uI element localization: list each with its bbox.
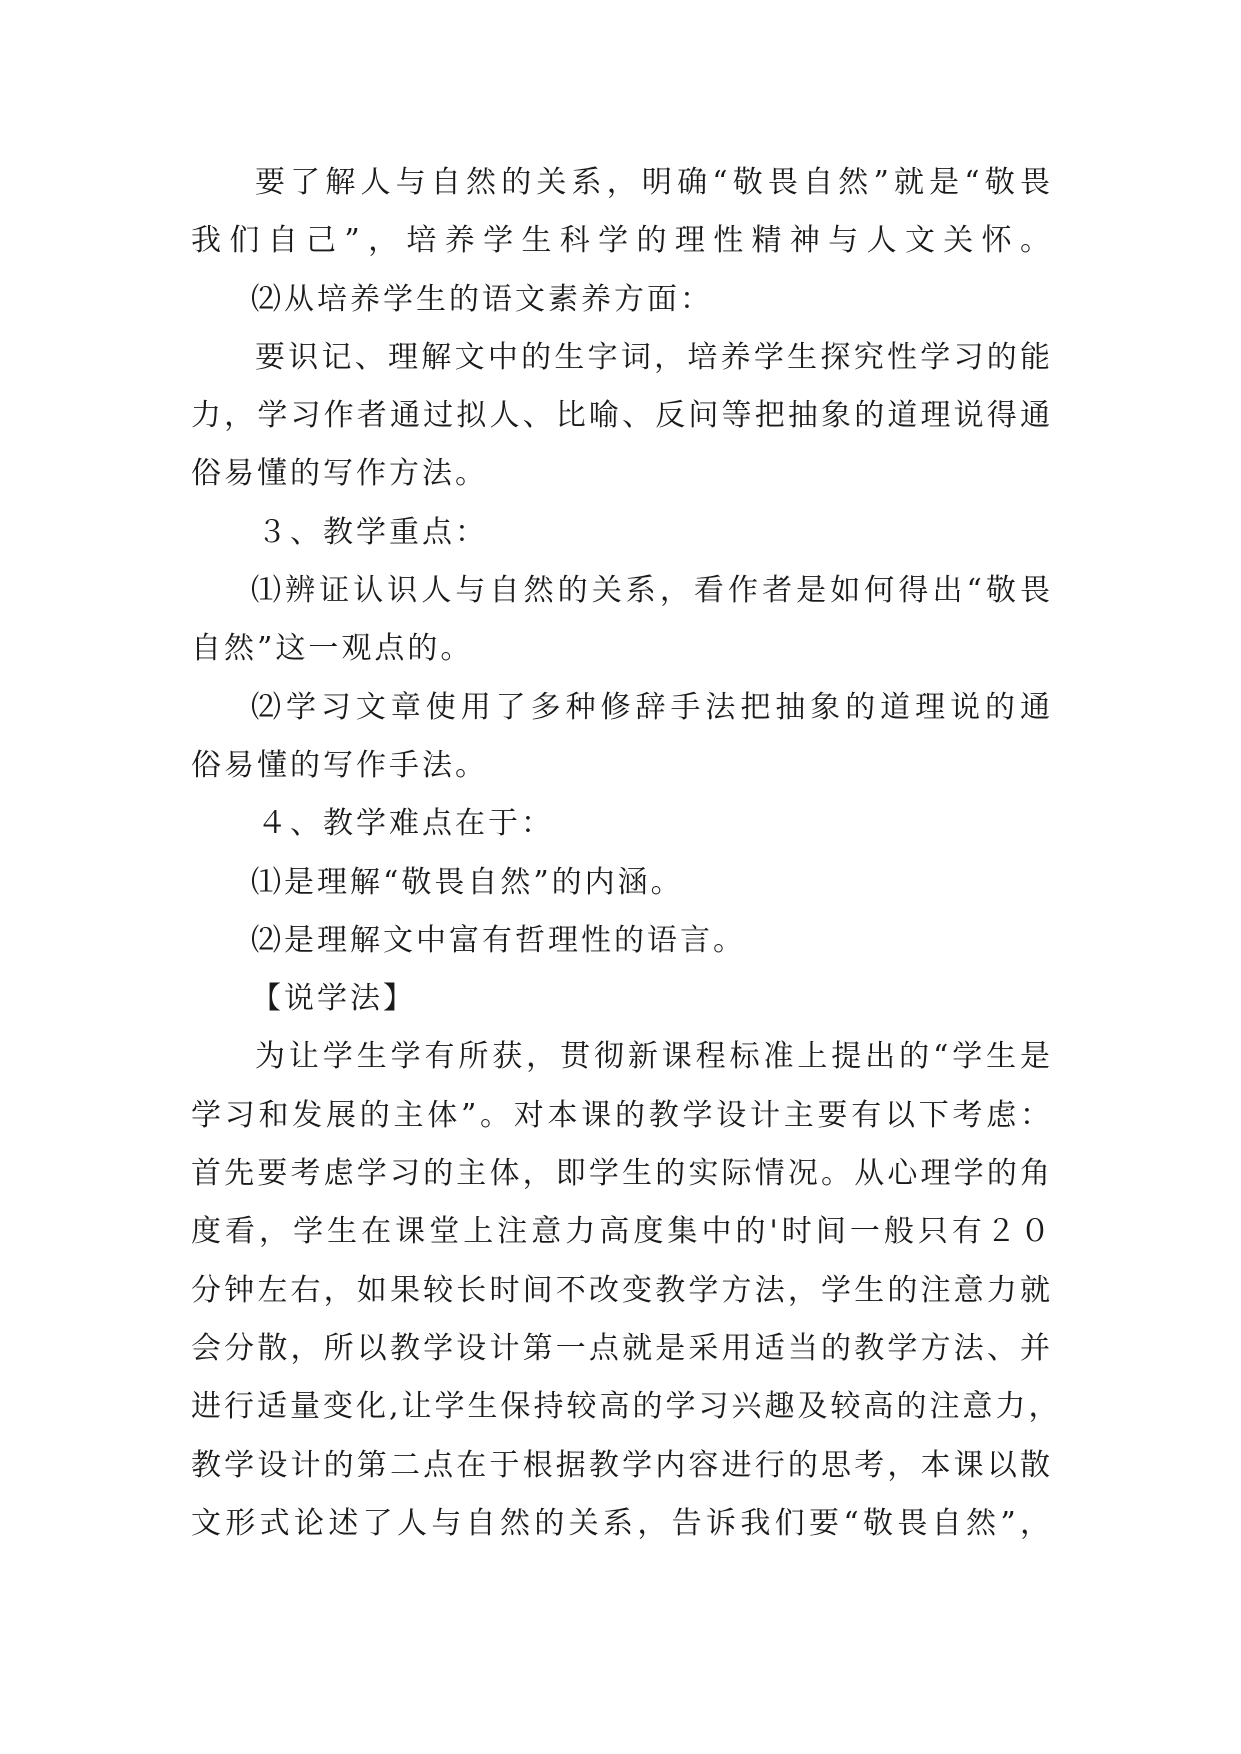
- text-line: ⑵学习文章使用了多种修辞手法把抽象的道理说的通: [251, 689, 1053, 725]
- text-line: 力，学习作者通过拟人、比喻、反问等把抽象的道理说得通: [191, 398, 1053, 434]
- text-line: 进行适量变化,让学生保持较高的学习兴趣及较高的注意力，: [191, 1389, 1062, 1425]
- text-line: 会分散，所以教学设计第一点就是采用适当的教学方法、并: [191, 1330, 1053, 1366]
- text-line: 自然”这一观点的。: [191, 631, 474, 667]
- text-line: 要识记、理解文中的生字词，培养学生探究性学习的能: [255, 339, 1053, 375]
- text-line: 学习和发展的主体”。对本课的教学设计主要有以下考虑：: [191, 1097, 1053, 1133]
- text-line: ⑵是理解文中富有哲理性的语言。: [251, 922, 746, 958]
- text-line: 文形式论述了人与自然的关系，告诉我们要“敬畏自然”，: [191, 1505, 1053, 1541]
- text-line: 度看，学生在课堂上注意力高度集中的'时间一般只有２０: [191, 1214, 1053, 1250]
- text-line: ⑴辨证认识人与自然的关系，看作者是如何得出“敬畏: [251, 573, 1053, 609]
- text-line: 我们自己”，培养学生科学的理性精神与人文关怀。: [191, 223, 1053, 259]
- text-line: 俗易懂的写作手法。: [191, 747, 488, 783]
- section-heading: ３、教学重点：: [257, 514, 488, 550]
- text-line: ⑴是理解“敬畏自然”的内涵。: [251, 864, 684, 900]
- text-line: 首先要考虑学习的主体，即学生的实际情况。从心理学的角: [191, 1156, 1053, 1192]
- document-body: [191, 154, 1062, 1553]
- text-line: 教学设计的第二点在于根据教学内容进行的思考，本课以散: [191, 1447, 1053, 1483]
- text-line: 要了解人与自然的关系，明确“敬畏自然”就是“敬畏: [255, 165, 1053, 200]
- section-heading: 【说学法】: [251, 981, 416, 1017]
- text-line: 俗易懂的写作方法。: [191, 456, 488, 492]
- section-heading: ４、教学难点在于：: [257, 806, 554, 842]
- text-line: 为让学生学有所获，贯彻新课程标准上提出的“学生是: [255, 1039, 1053, 1075]
- text-line: 分钟左右，如果较长时间不改变教学方法，学生的注意力就: [191, 1272, 1053, 1308]
- text-line: ⑵从培养学生的语文素养方面：: [251, 281, 713, 317]
